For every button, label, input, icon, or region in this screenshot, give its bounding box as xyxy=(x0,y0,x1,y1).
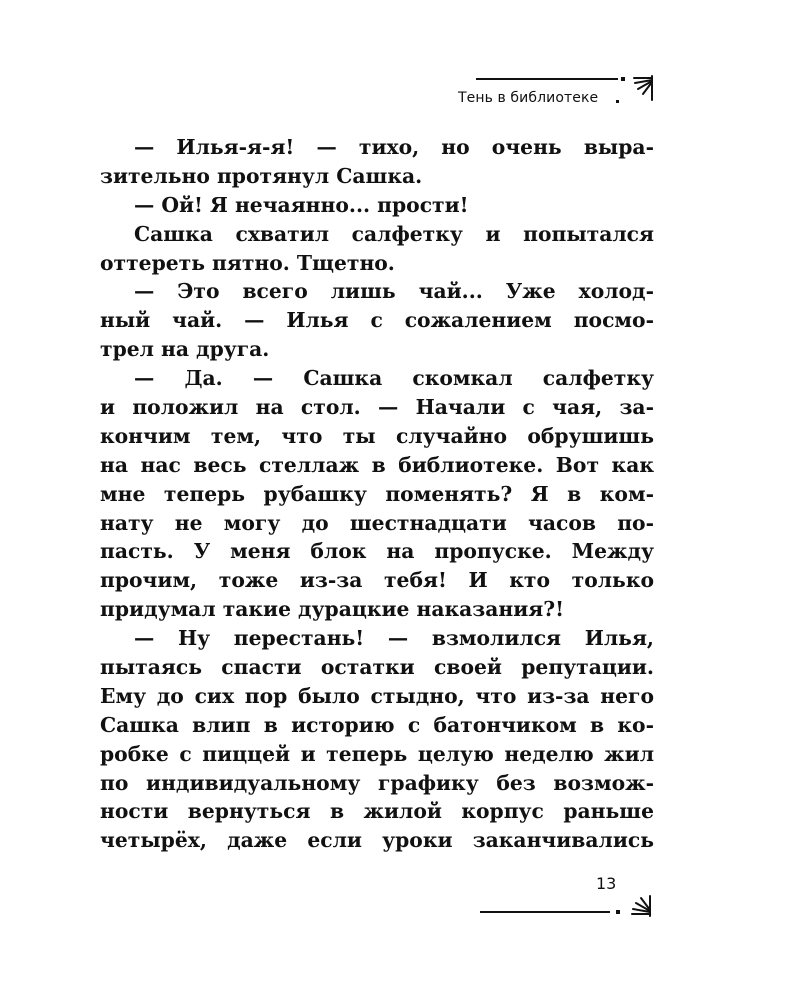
text-line: робке с пиццей и теперь целую неделю жил xyxy=(100,741,654,766)
text-line: ный чай. — Илья с сожалением посмо- xyxy=(100,308,654,333)
text-line: Сашка влип в историю с батончиком в ко- xyxy=(100,712,654,737)
text-line: — Ну перестань! — взмолился Илья, xyxy=(134,626,654,651)
text-line: четырёх, даже если уроки заканчивались xyxy=(100,828,654,853)
text-line: по индивидуальному графику без возмож- xyxy=(100,770,654,795)
text-line: трел на друга. xyxy=(100,337,270,362)
text-line: на нас весь стеллаж в библиотеке. Вот как xyxy=(100,452,654,477)
sunburst-corner-icon xyxy=(628,894,654,920)
text-line: пасть. У меня блок на пропуске. Между xyxy=(100,539,654,564)
text-line: — Ой! Я нечаянно... прости! xyxy=(134,192,469,217)
text-line: Сашка схватил салфетку и попытался xyxy=(134,221,654,246)
text-line: — Илья-я-я! — тихо, но очень выра- xyxy=(134,135,654,159)
text-line: оттереть пятно. Тщетно. xyxy=(100,250,395,275)
header-rule xyxy=(476,78,618,80)
header-rule-dot xyxy=(621,77,625,81)
page-footer xyxy=(470,874,660,924)
text-line: — Это всего лишь чай... Уже холод- xyxy=(134,279,654,304)
text-line: нату не могу до шестнадцати часов по- xyxy=(100,510,654,535)
running-title: Тень в библиотеке xyxy=(458,90,599,106)
text-line: и положил на стол. — Начали с чая, за- xyxy=(100,395,654,420)
text-line: Ему до сих пор было стыдно, что из-за него xyxy=(100,683,654,708)
text-line: прочим, тоже из-за тебя! И кто только xyxy=(100,568,654,593)
footer-rule-dot xyxy=(616,910,620,914)
running-header xyxy=(440,68,655,116)
header-title-dot xyxy=(616,100,619,103)
text-line: ности вернуться в жилой корпус раньше xyxy=(100,799,654,824)
text-line: мне теперь рубашку поменять? Я в ком- xyxy=(100,481,654,506)
text-line: зительно протянул Сашка. xyxy=(100,163,423,188)
text-line: придумал такие дурацкие наказания?! xyxy=(100,597,565,622)
body-text xyxy=(100,133,654,855)
sunburst-corner-icon xyxy=(630,72,656,102)
footer-rule xyxy=(480,911,610,913)
text-line: кончим тем, что ты случайно обрушишь xyxy=(100,423,654,448)
text-line: пытаясь спасти остатки своей репутации. xyxy=(100,655,654,680)
page-number: 13 xyxy=(596,874,617,893)
text-line: — Да. — Сашка скомкал салфетку xyxy=(134,366,654,391)
